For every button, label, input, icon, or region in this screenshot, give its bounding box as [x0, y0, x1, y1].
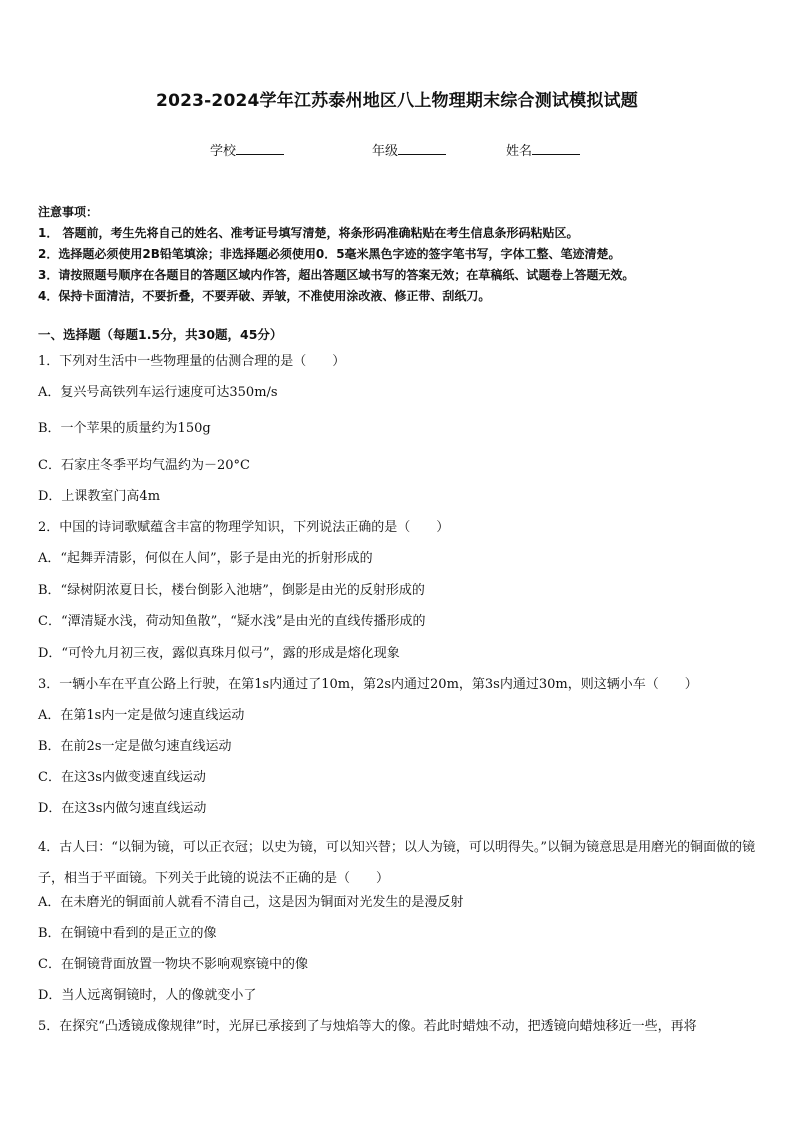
question-option[interactable]: D．在这3s内做匀速直线运动: [38, 801, 207, 816]
question-option[interactable]: A．复兴号高铁列车运行速度可达350m/s: [38, 385, 278, 400]
question-option[interactable]: D．当人远离铜镜时，人的像就变小了: [38, 988, 257, 1003]
question-stem: 2．中国的诗词歌赋蕴含丰富的物理学知识，下列说法正确的是（ ）: [38, 520, 450, 535]
note-item: 4．保持卡面清洁，不要折叠，不要弄破、弄皱，不准使用涂改液、修正带、刮纸刀。: [38, 289, 491, 303]
question-option[interactable]: A．在第1s内一定是做匀速直线运动: [38, 708, 245, 723]
question-option[interactable]: D．上课教室门高4m: [38, 489, 161, 504]
school-label: 学校: [210, 144, 237, 159]
name-blank[interactable]: [532, 142, 580, 155]
section-title: 一、选择题（每题1.5分，共30题，45分）: [38, 327, 283, 342]
grade-field[interactable]: [372, 140, 446, 159]
question-option[interactable]: C．石家庄冬季平均气温约为－20°C: [38, 458, 250, 473]
name-label: 姓名: [506, 144, 533, 159]
note-item: 3．请按照题号顺序在各题目的答题区域内作答，超出答题区域书写的答案无效；在草稿纸、试题卷上答题无效。: [38, 268, 635, 282]
question-option[interactable]: C．在这3s内做变速直线运动: [38, 770, 206, 785]
notes-block: [38, 202, 758, 307]
question-option[interactable]: B．在前2s一定是做匀速直线运动: [38, 739, 232, 754]
grade-label: 年级: [372, 144, 399, 159]
question-option[interactable]: D．“可怜九月初三夜，露似真珠月似弓”，露的形成是熔化现象: [38, 646, 400, 661]
question-option[interactable]: B．在铜镜中看到的是正立的像: [38, 926, 217, 941]
question-stem: 3．一辆小车在平直公路上行驶，在第1s内通过了10m，第2s内通过20m，第3s内通过30m，则这辆小车（ ）: [38, 677, 698, 692]
question-option[interactable]: B．一个苹果的质量约为150g: [38, 421, 211, 436]
note-item: 1． 答题前，考生先将自己的姓名、准考证号填写清楚，将条形码准确粘贴在考生信息条形码粘贴区。: [38, 226, 579, 240]
notes-header: 注意事项：: [38, 205, 99, 219]
grade-blank[interactable]: [398, 142, 446, 155]
note-item: 2．选择题必须使用2B铅笔填涂；非选择题必须使用0．5毫米黑色字迹的签字笔书写，字体工整、笔迹清楚。: [38, 247, 621, 261]
school-blank[interactable]: [236, 142, 284, 155]
question-option[interactable]: A．在未磨光的铜面前人就看不清自己，这是因为铜面对光发生的是漫反射: [38, 895, 464, 910]
question-stem: 5．在探究“凸透镜成像规律”时，光屏已承接到了与烛焰等大的像。若此时蜡烛不动，把透镜向蜡烛移近一些，再将: [38, 1019, 697, 1034]
question-option[interactable]: B．“绿树阴浓夏日长，楼台倒影入池塘”，倒影是由光的反射形成的: [38, 583, 425, 598]
name-field[interactable]: [506, 140, 580, 159]
question-option[interactable]: C．在铜镜背面放置一物块不影响观察镜中的像: [38, 957, 308, 972]
question-option[interactable]: A．“起舞弄清影，何似在人间”，影子是由光的折射形成的: [38, 551, 373, 566]
question-stem: 1．下列对生活中一些物理量的估测合理的是（ ）: [38, 354, 346, 369]
school-field[interactable]: [210, 140, 284, 159]
question-stem: 4．古人曰：“以铜为镜，可以正衣冠；以史为镜，可以知兴替；以人为镜，可以明得失。”以铜为镜意思是用磨光的铜面做的镜子，相当于平面镜。下列关于此镜的说法不正确的是（ ）: [38, 840, 756, 886]
page-title: 2023-2024学年江苏泰州地区八上物理期末综合测试模拟试题: [156, 91, 638, 111]
question-option[interactable]: C．“潭清疑水浅，荷动知鱼散”，“疑水浅”是由光的直线传播形成的: [38, 614, 426, 629]
